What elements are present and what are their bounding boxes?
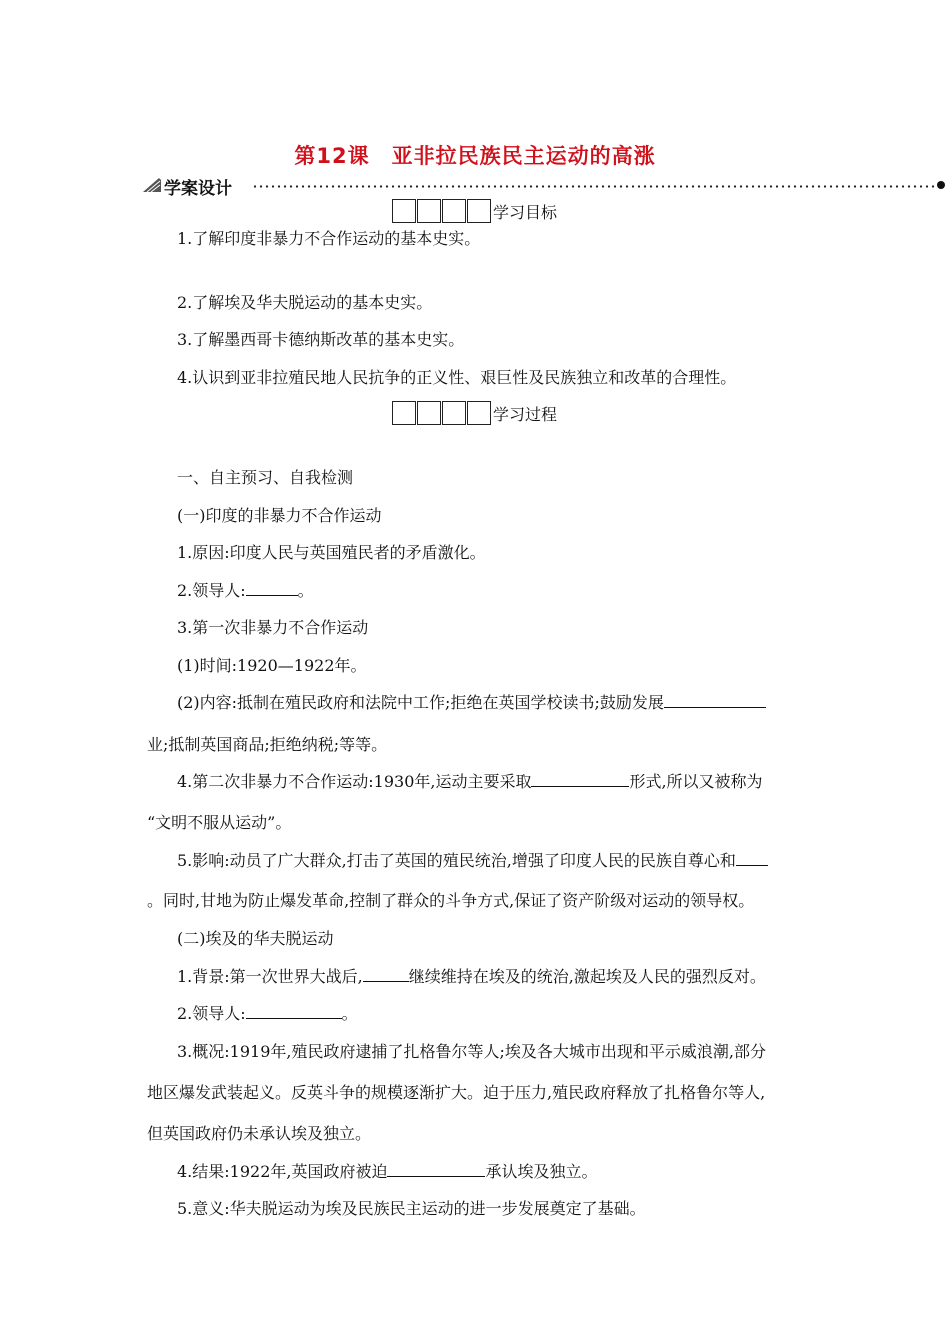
objectives-heading-text: 学习目标: [493, 202, 558, 222]
subsection-heading-egypt: (二)埃及的华夫脱运动: [177, 929, 334, 948]
india-first-movement: 3.第一次非暴力不合作运动: [177, 618, 369, 637]
india-second-movement: 4.第二次非暴力不合作运动:1930年,运动主要采取 形式,所以又被称为: [177, 772, 763, 791]
egypt-significance: 5.意义:华夫脱运动为埃及民族民主运动的进一步发展奠定了基础。: [177, 1199, 646, 1218]
india-leader: 2.领导人: 。: [177, 581, 314, 600]
india-impact: 5.影响:动员了广大群众,打击了英国的殖民统治,增强了印度人民的民族自尊心和: [177, 848, 768, 871]
heading-boxes: [392, 199, 492, 223]
objective-item: 2.了解埃及华夫脱运动的基本史实。: [177, 293, 433, 312]
answer-blank[interactable]: [246, 581, 298, 596]
subsection-heading-india: (一)印度的非暴力不合作运动: [177, 506, 382, 525]
section-label: 学案设计: [164, 179, 232, 199]
egypt-overview-cont: 地区爆发武装起义。反英斗争的规模逐渐扩大。迫于压力,殖民政府释放了扎格鲁尔等人,: [147, 1083, 766, 1102]
section-bar: [140, 174, 945, 198]
process-heading: [392, 401, 557, 425]
part-heading: 一、自主预习、自我检测: [177, 468, 354, 487]
objectives-heading: [392, 199, 557, 223]
page-title: 第12课 亚非拉民族民主运动的高涨: [294, 144, 656, 168]
answer-blank[interactable]: [387, 1162, 485, 1177]
india-first-content: (2)内容:抵制在殖民政府和法院中工作;拒绝在英国学校读书;鼓励发展: [177, 690, 766, 713]
answer-blank[interactable]: [531, 772, 629, 787]
heading-boxes: [392, 401, 492, 425]
india-first-time: (1)时间:1920—1922年。: [177, 656, 367, 675]
answer-blank[interactable]: [246, 1004, 342, 1019]
egypt-leader: 2.领导人: 。: [177, 1004, 358, 1023]
egypt-overview-cont: 但英国政府仍未承认埃及独立。: [147, 1124, 372, 1143]
objective-item: 1.了解印度非暴力不合作运动的基本史实。: [177, 229, 481, 248]
pencil-icon: [142, 177, 162, 193]
answer-blank[interactable]: [664, 693, 766, 708]
india-impact-cont: 。同时,甘地为防止爆发革命,控制了群众的斗争方式,保证了资产阶级对运动的领导权。: [147, 891, 755, 910]
india-first-content-cont: 业;抵制英国商品;拒绝纳税;等等。: [147, 735, 388, 754]
objective-item: 3.了解墨西哥卡德纳斯改革的基本史实。: [177, 330, 465, 349]
answer-blank[interactable]: [736, 851, 768, 866]
egypt-result: 4.结果:1922年,英国政府被迫 承认埃及独立。: [177, 1162, 598, 1181]
divider-end-dot: [937, 181, 945, 189]
india-cause: 1.原因:印度人民与英国殖民者的矛盾激化。: [177, 543, 486, 562]
egypt-background: 1.背景:第一次世界大战后, 继续维持在埃及的统治,激起埃及人民的强烈反对。: [177, 967, 766, 986]
process-heading-text: 学习过程: [493, 404, 558, 424]
answer-blank[interactable]: [363, 967, 409, 982]
objective-item: 4.认识到亚非拉殖民地人民抗争的正义性、艰巨性及民族独立和改革的合理性。: [177, 368, 737, 387]
india-second-cont: “文明不服从运动”。: [147, 813, 292, 832]
egypt-overview: 3.概况:1919年,殖民政府逮捕了扎格鲁尔等人;埃及各大城市出现和平示威浪潮,部分: [177, 1042, 766, 1061]
dotted-divider: [252, 185, 942, 188]
